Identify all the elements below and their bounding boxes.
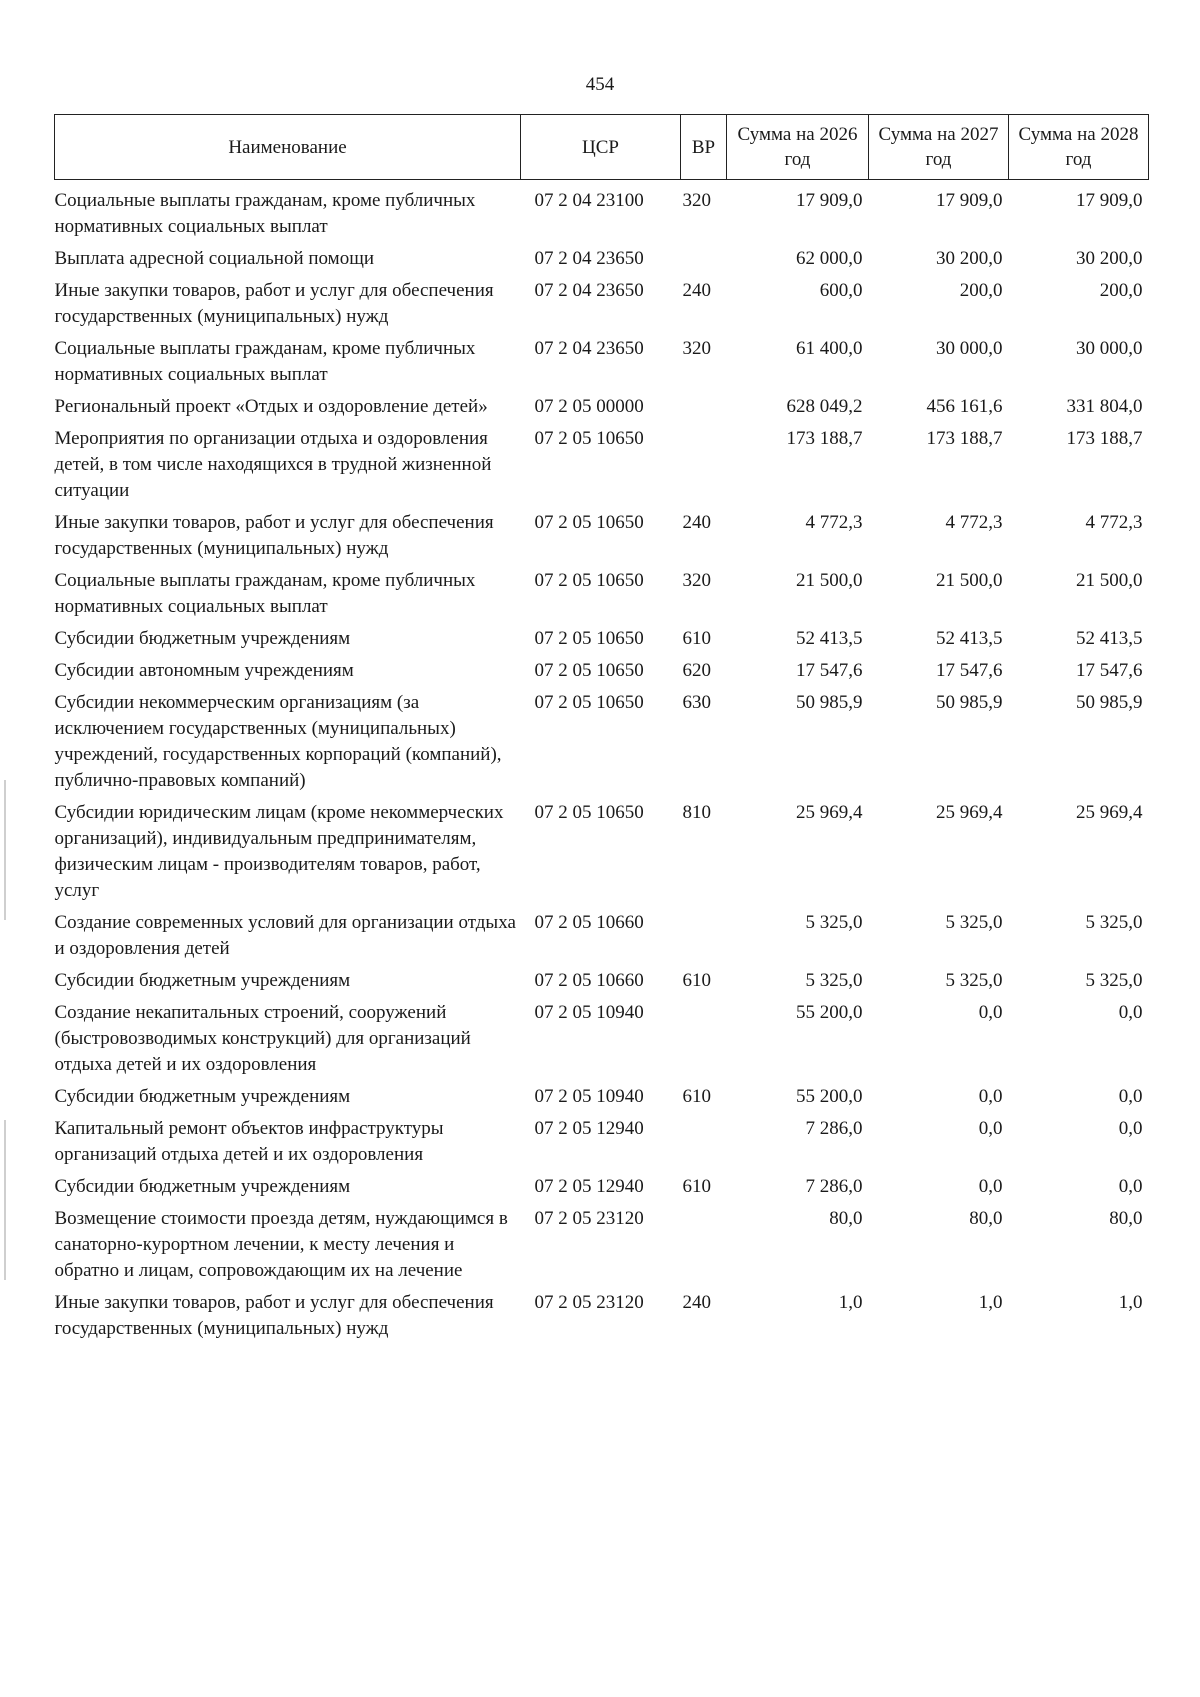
row-sum-2028: 1,0 (1118, 1292, 1143, 1313)
row-csr: 07 2 05 10660 (534, 970, 644, 991)
row-name: Субсидии бюджетным учреждениям (54, 970, 351, 991)
row-name: Возмещение стоимости проезда детям, нуждающимся в санаторно-курортном лечении, к месту лечения и обратно и лицам, сопровождающим их на лечение (54, 1208, 508, 1281)
row-sum-2028: 17 909,0 (1076, 190, 1143, 211)
row-vr: 240 (682, 1292, 711, 1313)
row-sum-2027: 80,0 (969, 1208, 1003, 1229)
row-sum-2026: 50 985,9 (796, 692, 863, 713)
row-name: Субсидии бюджетным учреждениям (54, 1086, 351, 1107)
row-csr: 07 2 05 10940 (534, 1002, 644, 1023)
row-vr (681, 391, 727, 423)
row-csr: 07 2 05 10660 (534, 912, 644, 933)
row-csr: 07 2 05 23120 (534, 1208, 644, 1229)
row-vr: 610 (682, 1176, 711, 1197)
table-row (55, 423, 1149, 507)
row-name: Региональный проект «Отдых и оздоровление детей» (54, 396, 488, 417)
row-sum-2027: 30 200,0 (936, 248, 1003, 269)
row-sum-2026: 25 969,4 (796, 802, 863, 823)
scan-artifact (4, 1120, 6, 1280)
row-sum-2028: 50 985,9 (1076, 692, 1143, 713)
row-vr (681, 423, 727, 507)
row-vr: 240 (682, 280, 711, 301)
row-sum-2026: 62 000,0 (796, 248, 863, 269)
row-name: Создание некапитальных строений, сооружений (быстровозводимых конструкций) для организаций отдыха детей и их оздоровления (54, 1002, 471, 1075)
row-vr (681, 1113, 727, 1171)
table-row (55, 565, 1149, 623)
row-name: Социальные выплаты гражданам, кроме публичных нормативных социальных выплат (54, 190, 476, 237)
table-row (55, 180, 1149, 244)
table-row (55, 797, 1149, 907)
row-sum-2028: 17 547,6 (1076, 660, 1143, 681)
row-sum-2026: 7 286,0 (805, 1118, 863, 1139)
table-row (55, 275, 1149, 333)
table-row (55, 965, 1149, 997)
header-sum-2028: Сумма на 2028 год (1009, 115, 1149, 180)
row-sum-2028: 5 325,0 (1085, 912, 1143, 933)
table-row (55, 333, 1149, 391)
row-vr: 320 (682, 190, 711, 211)
row-sum-2027: 173 188,7 (926, 428, 1003, 449)
row-sum-2028: 52 413,5 (1076, 628, 1143, 649)
row-vr: 320 (682, 570, 711, 591)
row-sum-2027: 0,0 (978, 1118, 1003, 1139)
table-row (55, 907, 1149, 965)
row-vr: 610 (682, 970, 711, 991)
row-sum-2026: 80,0 (829, 1208, 863, 1229)
row-name: Социальные выплаты гражданам, кроме публичных нормативных социальных выплат (54, 338, 476, 385)
row-sum-2027: 0,0 (978, 1176, 1003, 1197)
table-row (55, 243, 1149, 275)
row-name: Иные закупки товаров, работ и услуг для обеспечения государственных (муниципальных) нужд (54, 280, 494, 327)
row-name: Создание современных условий для организации отдыха и оздоровления детей (54, 912, 516, 959)
row-vr: 610 (682, 1086, 711, 1107)
table-row (55, 655, 1149, 687)
row-sum-2027: 52 413,5 (936, 628, 1003, 649)
table-row (55, 1287, 1149, 1345)
row-csr: 07 2 05 10650 (534, 628, 644, 649)
row-sum-2027: 25 969,4 (936, 802, 1003, 823)
row-csr: 07 2 05 10650 (534, 692, 644, 713)
row-sum-2027: 30 000,0 (936, 338, 1003, 359)
row-sum-2027: 5 325,0 (945, 970, 1003, 991)
row-vr: 320 (682, 338, 711, 359)
row-sum-2027: 1,0 (978, 1292, 1003, 1313)
row-csr: 07 2 04 23650 (534, 280, 644, 301)
row-csr: 07 2 05 00000 (534, 396, 644, 417)
row-sum-2026: 61 400,0 (796, 338, 863, 359)
row-sum-2026: 5 325,0 (805, 912, 863, 933)
row-sum-2026: 7 286,0 (805, 1176, 863, 1197)
row-sum-2026: 52 413,5 (796, 628, 863, 649)
row-name: Субсидии некоммерческим организациям (за исключением государственных (муниципальных) учреждений, государственных корпораций (компаний), публично-правовых компаний) (54, 692, 502, 791)
row-sum-2026: 1,0 (838, 1292, 863, 1313)
row-sum-2028: 4 772,3 (1085, 512, 1143, 533)
row-sum-2028: 25 969,4 (1076, 802, 1143, 823)
table-row (55, 1203, 1149, 1287)
page-number: 454 (585, 74, 615, 95)
table-body (55, 180, 1149, 1346)
row-csr: 07 2 05 12940 (534, 1176, 644, 1197)
row-csr: 07 2 04 23650 (534, 338, 644, 359)
row-sum-2027: 0,0 (978, 1002, 1003, 1023)
table-row (55, 997, 1149, 1081)
table-row (55, 507, 1149, 565)
row-sum-2028: 5 325,0 (1085, 970, 1143, 991)
row-name: Субсидии бюджетным учреждениям (54, 628, 351, 649)
row-sum-2028: 21 500,0 (1076, 570, 1143, 591)
table-row (55, 1113, 1149, 1171)
row-sum-2028: 0,0 (1118, 1002, 1143, 1023)
row-sum-2027: 456 161,6 (926, 396, 1003, 417)
row-name: Мероприятия по организации отдыха и оздоровления детей, в том числе находящихся в трудной жизненной ситуации (54, 428, 492, 501)
row-sum-2028: 30 200,0 (1076, 248, 1143, 269)
table-row (55, 391, 1149, 423)
row-sum-2028: 0,0 (1118, 1176, 1143, 1197)
header-vr: ВР (681, 115, 727, 180)
row-name: Субсидии юридическим лицам (кроме некоммерческих организаций), индивидуальным предпринимателям, физическим лицам - производителям товаров, работ, услуг (54, 802, 504, 901)
row-vr: 620 (682, 660, 711, 681)
table-row (55, 687, 1149, 797)
header-csr: ЦСР (521, 115, 681, 180)
table-header-row (55, 115, 1149, 180)
row-sum-2027: 21 500,0 (936, 570, 1003, 591)
row-name: Иные закупки товаров, работ и услуг для обеспечения государственных (муниципальных) нужд (54, 512, 494, 559)
row-sum-2027: 17 909,0 (936, 190, 1003, 211)
row-csr: 07 2 05 10650 (534, 802, 644, 823)
row-vr: 240 (682, 512, 711, 533)
row-sum-2028: 30 000,0 (1076, 338, 1143, 359)
row-sum-2028: 173 188,7 (1066, 428, 1143, 449)
header-sum-2026: Сумма на 2026 год (727, 115, 869, 180)
row-vr (681, 243, 727, 275)
row-vr: 630 (682, 692, 711, 713)
row-sum-2027: 200,0 (959, 280, 1003, 301)
row-csr: 07 2 05 23120 (534, 1292, 644, 1313)
table-row (55, 623, 1149, 655)
row-csr: 07 2 05 10940 (534, 1086, 644, 1107)
row-vr (681, 1203, 727, 1287)
row-sum-2028: 0,0 (1118, 1086, 1143, 1107)
row-name: Иные закупки товаров, работ и услуг для обеспечения государственных (муниципальных) нужд (54, 1292, 494, 1339)
row-sum-2026: 21 500,0 (796, 570, 863, 591)
budget-table (54, 114, 1149, 1345)
scan-artifact (4, 780, 6, 920)
row-sum-2026: 17 547,6 (796, 660, 863, 681)
row-sum-2027: 50 985,9 (936, 692, 1003, 713)
row-sum-2028: 80,0 (1109, 1208, 1143, 1229)
row-vr (681, 907, 727, 965)
row-csr: 07 2 04 23100 (534, 190, 644, 211)
row-sum-2026: 173 188,7 (786, 428, 863, 449)
row-sum-2026: 5 325,0 (805, 970, 863, 991)
row-csr: 07 2 05 10650 (534, 512, 644, 533)
row-csr: 07 2 05 10650 (534, 428, 644, 449)
row-csr: 07 2 04 23650 (534, 248, 644, 269)
row-sum-2028: 0,0 (1118, 1118, 1143, 1139)
row-vr: 610 (682, 628, 711, 649)
row-name: Субсидии автономным учреждениям (54, 660, 354, 681)
row-csr: 07 2 05 12940 (534, 1118, 644, 1139)
header-sum-2027: Сумма на 2027 год (869, 115, 1009, 180)
row-sum-2026: 628 049,2 (786, 396, 863, 417)
row-vr: 810 (682, 802, 711, 823)
row-name: Субсидии бюджетным учреждениям (54, 1176, 351, 1197)
row-vr (681, 997, 727, 1081)
row-sum-2028: 200,0 (1099, 280, 1143, 301)
row-sum-2026: 17 909,0 (796, 190, 863, 211)
table-row (55, 1171, 1149, 1203)
header-name: Наименование (55, 115, 521, 180)
row-sum-2026: 4 772,3 (805, 512, 863, 533)
row-sum-2026: 600,0 (819, 280, 863, 301)
row-sum-2027: 17 547,6 (936, 660, 1003, 681)
row-sum-2026: 55 200,0 (796, 1086, 863, 1107)
row-sum-2027: 5 325,0 (945, 912, 1003, 933)
row-sum-2027: 0,0 (978, 1086, 1003, 1107)
row-sum-2026: 55 200,0 (796, 1002, 863, 1023)
row-name: Капитальный ремонт объектов инфраструктуры организаций отдыха детей и их оздоровления (54, 1118, 444, 1165)
table-row (55, 1081, 1149, 1113)
row-name: Социальные выплаты гражданам, кроме публичных нормативных социальных выплат (54, 570, 476, 617)
row-csr: 07 2 05 10650 (534, 660, 644, 681)
row-sum-2028: 331 804,0 (1066, 396, 1143, 417)
row-sum-2027: 4 772,3 (945, 512, 1003, 533)
row-csr: 07 2 05 10650 (534, 570, 644, 591)
row-name: Выплата адресной социальной помощи (54, 248, 375, 269)
